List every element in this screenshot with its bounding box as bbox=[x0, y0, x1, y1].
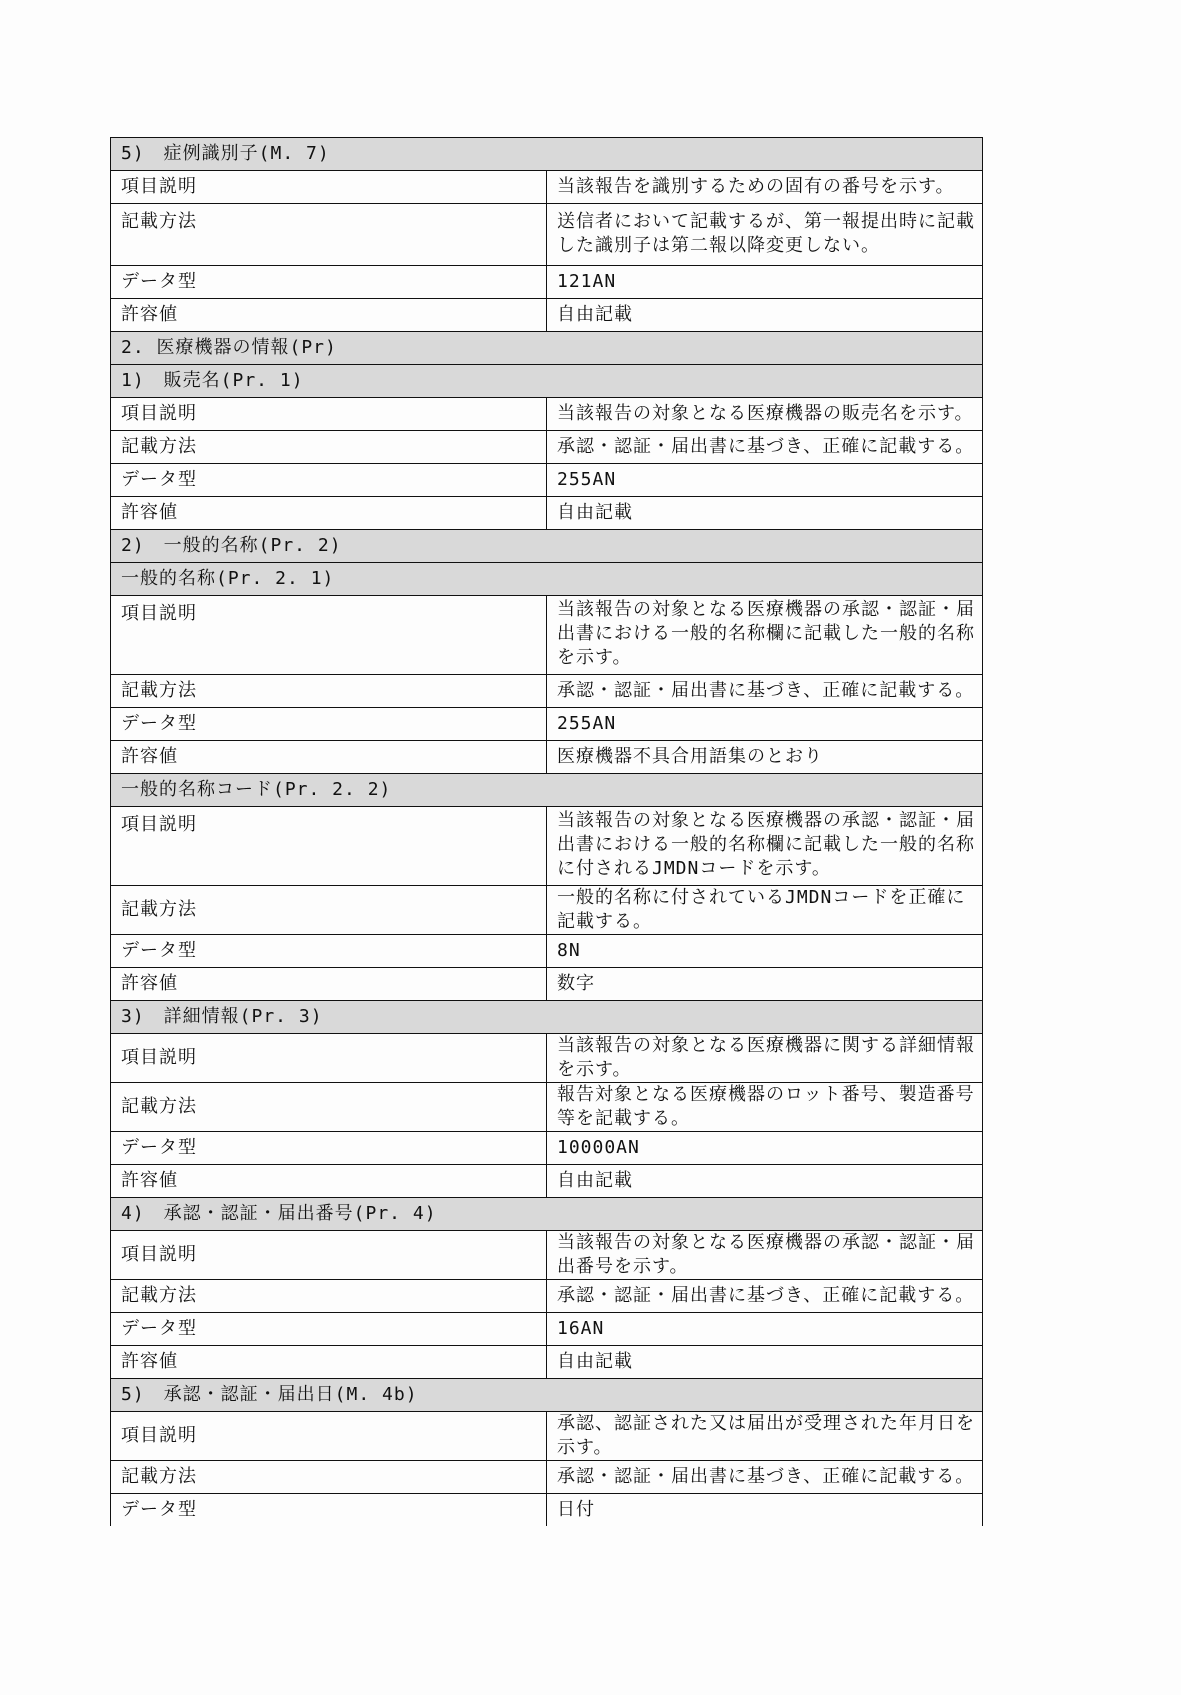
row-label: 項目説明 bbox=[111, 1231, 547, 1280]
spec-table bbox=[110, 137, 983, 1526]
row-label: データ型 bbox=[111, 1313, 547, 1346]
row-value: 当該報告の対象となる医療機器に関する詳細情報を示す。 bbox=[547, 1034, 983, 1083]
row-label: 許容値 bbox=[111, 741, 547, 774]
row-label: データ型 bbox=[111, 1494, 547, 1527]
row-value: 承認・認証・届出書に基づき、正確に記載する。 bbox=[547, 1461, 983, 1494]
row-label: 許容値 bbox=[111, 497, 547, 530]
table-row bbox=[111, 1165, 983, 1198]
table-row bbox=[111, 1280, 983, 1313]
subsection-heading: 一般的名称コード(Pr. 2. 2) bbox=[111, 774, 983, 807]
table-row bbox=[111, 464, 983, 497]
table-row bbox=[111, 171, 983, 204]
table-row bbox=[111, 675, 983, 708]
row-value: 自由記載 bbox=[547, 1165, 983, 1198]
row-value: 当該報告を識別するための固有の番号を示す。 bbox=[547, 171, 983, 204]
row-label: 記載方法 bbox=[111, 886, 547, 935]
row-value: 承認、認証された又は届出が受理された年月日を示す。 bbox=[547, 1412, 983, 1461]
row-label: 記載方法 bbox=[111, 1083, 547, 1132]
table-row bbox=[111, 1034, 983, 1083]
row-label: データ型 bbox=[111, 1132, 547, 1165]
row-label: 許容値 bbox=[111, 1165, 547, 1198]
row-label: 許容値 bbox=[111, 968, 547, 1001]
table-row bbox=[111, 1083, 983, 1132]
table-row bbox=[111, 1494, 983, 1527]
row-label: 記載方法 bbox=[111, 204, 547, 266]
section-heading-row bbox=[111, 530, 983, 563]
table-row bbox=[111, 497, 983, 530]
table-row bbox=[111, 204, 983, 266]
row-label: 項目説明 bbox=[111, 398, 547, 431]
spec-table-body bbox=[111, 138, 983, 1527]
section-heading: 5) 承認・認証・届出日(M. 4b) bbox=[111, 1379, 983, 1412]
row-value: 当該報告の対象となる医療機器の承認・認証・届出書における一般的名称欄に記載した一般的名称に付されるJMDNコードを示す。 bbox=[547, 807, 983, 886]
row-label: 許容値 bbox=[111, 299, 547, 332]
row-label: 項目説明 bbox=[111, 807, 547, 886]
section-heading-row bbox=[111, 1379, 983, 1412]
section-heading-row bbox=[111, 774, 983, 807]
section-heading: 3) 詳細情報(Pr. 3) bbox=[111, 1001, 983, 1034]
table-row bbox=[111, 886, 983, 935]
chapter-heading: 2. 医療機器の情報(Pr) bbox=[111, 332, 983, 365]
table-row bbox=[111, 1461, 983, 1494]
section-heading-row bbox=[111, 1001, 983, 1034]
row-value: 自由記載 bbox=[547, 1346, 983, 1379]
row-value: 送信者において記載するが、第一報提出時に記載した識別子は第二報以降変更しない。 bbox=[547, 204, 983, 266]
row-value: 当該報告の対象となる医療機器の承認・認証・届出書における一般的名称欄に記載した一般的名称を示す。 bbox=[547, 596, 983, 675]
row-value: 自由記載 bbox=[547, 299, 983, 332]
row-value: 数字 bbox=[547, 968, 983, 1001]
row-value: 255AN bbox=[547, 464, 983, 497]
row-value: 8N bbox=[547, 935, 983, 968]
table-row bbox=[111, 1346, 983, 1379]
row-value: 報告対象となる医療機器のロット番号、製造番号等を記載する。 bbox=[547, 1083, 983, 1132]
table-row bbox=[111, 935, 983, 968]
row-value: 10000AN bbox=[547, 1132, 983, 1165]
row-label: データ型 bbox=[111, 266, 547, 299]
row-value: 日付 bbox=[547, 1494, 983, 1527]
table-row bbox=[111, 431, 983, 464]
table-row bbox=[111, 968, 983, 1001]
section-heading-row bbox=[111, 365, 983, 398]
section-heading-row bbox=[111, 332, 983, 365]
row-label: 記載方法 bbox=[111, 431, 547, 464]
row-label: 項目説明 bbox=[111, 1412, 547, 1461]
table-row bbox=[111, 266, 983, 299]
section-heading-row bbox=[111, 138, 983, 171]
row-label: 項目説明 bbox=[111, 171, 547, 204]
row-value: 当該報告の対象となる医療機器の販売名を示す。 bbox=[547, 398, 983, 431]
row-label: 項目説明 bbox=[111, 596, 547, 675]
row-label: データ型 bbox=[111, 935, 547, 968]
row-label: データ型 bbox=[111, 708, 547, 741]
row-value: 自由記載 bbox=[547, 497, 983, 530]
row-label: 記載方法 bbox=[111, 675, 547, 708]
row-value: 一般的名称に付されているJMDNコードを正確に記載する。 bbox=[547, 886, 983, 935]
table-row bbox=[111, 708, 983, 741]
row-label: データ型 bbox=[111, 464, 547, 497]
table-row bbox=[111, 299, 983, 332]
row-value: 承認・認証・届出書に基づき、正確に記載する。 bbox=[547, 675, 983, 708]
row-value: 承認・認証・届出書に基づき、正確に記載する。 bbox=[547, 431, 983, 464]
section-heading: 5) 症例識別子(M. 7) bbox=[111, 138, 983, 171]
section-heading: 2) 一般的名称(Pr. 2) bbox=[111, 530, 983, 563]
row-value: 16AN bbox=[547, 1313, 983, 1346]
table-row bbox=[111, 596, 983, 675]
row-value: 121AN bbox=[547, 266, 983, 299]
row-label: 項目説明 bbox=[111, 1034, 547, 1083]
table-row bbox=[111, 398, 983, 431]
table-row bbox=[111, 1132, 983, 1165]
section-heading-row bbox=[111, 563, 983, 596]
table-row bbox=[111, 1231, 983, 1280]
row-value: 当該報告の対象となる医療機器の承認・認証・届出番号を示す。 bbox=[547, 1231, 983, 1280]
row-value: 医療機器不具合用語集のとおり bbox=[547, 741, 983, 774]
section-heading: 4) 承認・認証・届出番号(Pr. 4) bbox=[111, 1198, 983, 1231]
section-heading: 1) 販売名(Pr. 1) bbox=[111, 365, 983, 398]
row-label: 許容値 bbox=[111, 1346, 547, 1379]
table-row bbox=[111, 807, 983, 886]
row-value: 承認・認証・届出書に基づき、正確に記載する。 bbox=[547, 1280, 983, 1313]
row-label: 記載方法 bbox=[111, 1461, 547, 1494]
table-row bbox=[111, 1412, 983, 1461]
subsection-heading: 一般的名称(Pr. 2. 1) bbox=[111, 563, 983, 596]
section-heading-row bbox=[111, 1198, 983, 1231]
row-value: 255AN bbox=[547, 708, 983, 741]
table-row bbox=[111, 741, 983, 774]
row-label: 記載方法 bbox=[111, 1280, 547, 1313]
table-row bbox=[111, 1313, 983, 1346]
